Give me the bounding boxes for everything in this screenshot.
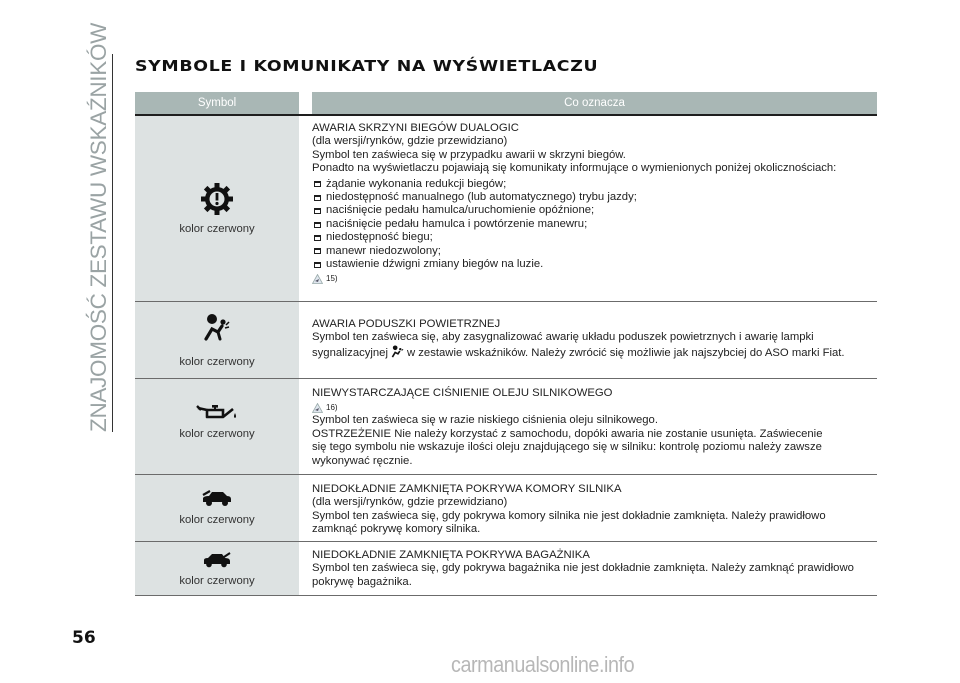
bullet-icon — [314, 248, 321, 254]
bullet-icon — [314, 181, 321, 187]
desc-line: sygnalizacyjnej w zestawie wskaźników. Należy zwrócić się możliwie jak najszybciej do ASO marki Fiat. — [312, 345, 877, 362]
desc-line: się tego symbolu nie wskazuje ilości oleju znajdującego się w silniku: kontrolę poziomu należy zawsze — [312, 441, 822, 454]
watermark: carmanualsonline.info — [451, 652, 635, 677]
desc-line: zamknąć pokrywę komory silnika. — [312, 523, 481, 536]
list-item: żądanie wykonania redukcji biegów; — [312, 178, 877, 191]
bullet-icon — [314, 262, 321, 268]
desc-line: pokrywę bagażnika. — [312, 575, 412, 588]
description-cell — [299, 475, 877, 541]
symbol-cell — [135, 302, 299, 378]
list-item: manewr niedozwolony; — [312, 245, 877, 258]
table-row-airbag — [135, 302, 877, 379]
table-row-bonnet — [135, 475, 877, 542]
description-cell — [299, 379, 877, 474]
bonnet-open-icon — [201, 489, 233, 512]
table-header — [135, 92, 877, 114]
desc-line: Symbol ten zaświeca się w razie niskiego ciśnienia oleju silnikowego. — [312, 414, 658, 427]
desc-line: (dla wersji/rynków, gdzie przewidziano) — [312, 496, 508, 509]
boot-open-icon — [202, 552, 232, 573]
warning-triangle-icon — [312, 274, 323, 284]
desc-line: Symbol ten zaświeca się, gdy pokrywa komory silnika nie jest dokładnie zamknięta. Należy prawidłowo — [312, 509, 826, 522]
desc-line: wykonywać ręcznie. — [312, 454, 413, 467]
page-title: SYMBOLE I KOMUNIKATY NA WYŚWIETLACZU — [135, 57, 599, 75]
desc-line: OSTRZEŻENIE Nie należy korzystać z samochodu, dopóki awaria nie zostanie usunięta. Zaświecenie — [312, 427, 823, 440]
list-item: niedostępność manualnego (lub automatycznego) trybu jazdy; — [312, 191, 877, 204]
color-label: kolor czerwony — [179, 428, 255, 440]
airbag-warning-icon — [203, 313, 231, 346]
color-label: kolor czerwony — [179, 223, 255, 235]
description-cell — [299, 542, 877, 595]
header-meaning: Co oznacza — [312, 92, 877, 114]
bullet-icon — [314, 208, 321, 214]
description-cell — [299, 302, 877, 378]
list-item: naciśnięcie pedału hamulca i powtórzenie manewru; — [312, 218, 877, 231]
bullet-icon — [314, 235, 321, 241]
warning-triangle-icon — [312, 403, 323, 413]
desc-line: (dla wersji/rynków, gdzie przewidziano) — [312, 135, 508, 148]
warning-reference[interactable]: 16) — [312, 401, 877, 414]
desc-line: Symbol ten zaświeca się, gdy pokrywa bagażnika nie jest dokładnie zamknięta. Należy zamknąć prawidłowo — [312, 562, 854, 575]
symbol-cell — [135, 542, 299, 595]
bullet-icon — [314, 222, 321, 228]
symbol-cell — [135, 475, 299, 541]
section-side-title: ZNAJOMOŚĆ ZESTAWU WSKAŹNIKÓW — [86, 22, 111, 432]
page-number: 56 — [72, 628, 96, 648]
color-label: kolor czerwony — [179, 514, 255, 526]
symbols-table — [135, 92, 877, 596]
color-label: kolor czerwony — [179, 575, 255, 587]
warning-title: NIEWYSTARCZAJĄCE CIŚNIENIE OLEJU SILNIKOWEGO — [312, 387, 613, 399]
oil-pressure-icon — [195, 403, 239, 426]
side-divider — [112, 54, 113, 432]
gearbox-warning-icon — [200, 182, 234, 221]
airbag-inline-icon — [391, 345, 404, 362]
symbol-cell — [135, 116, 299, 301]
description-cell — [299, 116, 877, 301]
table-row-oil-pressure — [135, 379, 877, 475]
bullet-icon — [314, 195, 321, 201]
desc-line: Symbol ten zaświeca się w przypadku awarii w skrzyni biegów. — [312, 148, 626, 161]
symbol-cell — [135, 379, 299, 474]
warning-title: NIEDOKŁADNIE ZAMKNIĘTA POKRYWA KOMORY SILNIKA — [312, 483, 622, 495]
warning-title: AWARIA PODUSZKI POWIETRZNEJ — [312, 318, 501, 330]
header-symbol: Symbol — [135, 92, 299, 114]
warning-reference[interactable]: 15) — [312, 272, 877, 285]
warning-title: NIEDOKŁADNIE ZAMKNIĘTA POKRYWA BAGAŻNIKA — [312, 549, 590, 561]
table-row-gearbox — [135, 116, 877, 302]
list-item: niedostępność biegu; — [312, 231, 877, 244]
color-label: kolor czerwony — [179, 355, 255, 368]
list-item: ustawienie dźwigni zmiany biegów na luzie. — [312, 258, 877, 271]
list-item: naciśnięcie pedału hamulca/uruchomienie opóźnione; — [312, 204, 877, 217]
desc-line: Symbol ten zaświeca się, aby zasygnalizować awarię układu poduszek powietrznych i awarię lampki — [312, 331, 814, 344]
warning-title: AWARIA SKRZYNI BIEGÓW DUALOGIC — [312, 122, 519, 134]
section-side-tab — [84, 22, 114, 432]
desc-line: Ponadto na wyświetlaczu pojawiają się komunikaty informujące o wymienionych poniżej okolicznościach: — [312, 162, 837, 175]
table-row-boot — [135, 542, 877, 596]
